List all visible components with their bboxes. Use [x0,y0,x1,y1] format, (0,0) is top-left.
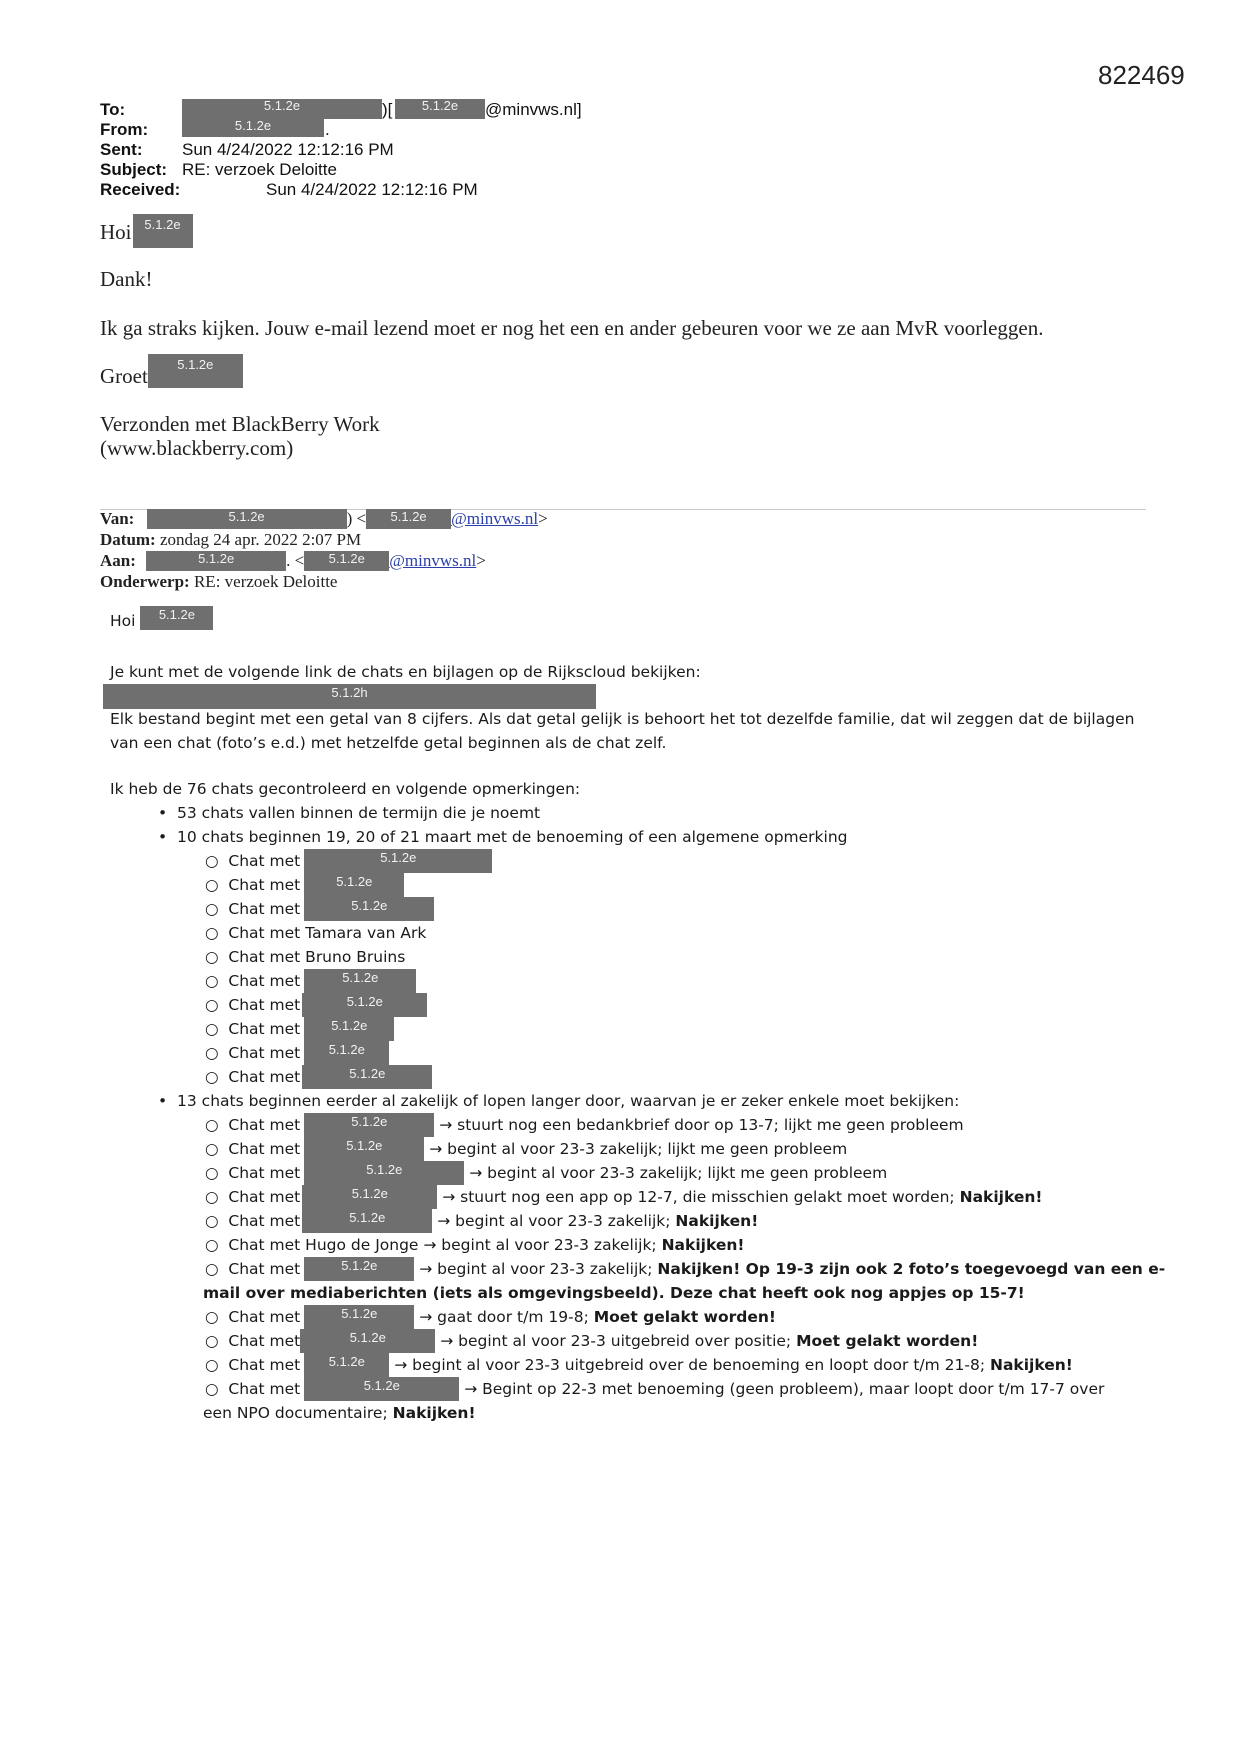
redaction-block: 5.1.2e [304,551,389,571]
circle-bullet-icon: ○ [205,1332,219,1350]
redaction-block: 5.1.2e [304,969,416,993]
circle-bullet-icon: ○ [205,1308,219,1326]
redacted-link[interactable]: 5.1.2h [103,684,596,709]
list-item: ○ Chat met 5.1.2e → begint al voor 23-3 zakelijk; Nakijken! Op 19-3 zijn ook 2 foto’s toegevoegd van een e- [205,1257,1165,1281]
list-item: • 13 chats beginnen eerder al zakelijk of lopen langer door, waarvan je er zeker enkele moet bekijken: [158,1092,960,1110]
redaction-block: 5.1.2e [366,509,451,529]
list-item: • 10 chats beginnen 19, 20 of 21 maart met de benoeming of een algemene opmerking [158,828,848,846]
circle-bullet-icon: ○ [205,1116,219,1134]
redaction-block: 5.1.2e [300,1329,435,1353]
reply-thanks: Dank! [100,267,153,291]
redaction-block: 5.1.2e [133,214,193,248]
reply-closing: Groet 5.1.2e [100,364,243,398]
signature-line-1: Verzonden met BlackBerry Work [100,412,380,436]
list-item: ○ Chat met 5.1.2e [205,1065,432,1089]
list-item: ○ Chat met 5.1.2e [205,969,416,993]
list-item: ○ Chat met 5.1.2e [205,1017,394,1041]
redaction-block: 5.1.2e [140,606,213,630]
redaction-block: 5.1.2e [146,551,286,571]
aan-email-link[interactable]: @minvws.nl [389,551,477,570]
bullet-icon: • [158,1092,168,1110]
circle-bullet-icon: ○ [205,924,219,942]
redaction-block: 5.1.2e [182,119,324,137]
redaction-block: 5.1.2e [302,1185,437,1209]
circle-bullet-icon: ○ [205,1068,219,1086]
circle-bullet-icon: ○ [205,1212,219,1230]
redaction-block: 5.1.2e [304,1377,459,1401]
circle-bullet-icon: ○ [205,900,219,918]
redaction-block: 5.1.2e [304,1041,389,1065]
list-item: ○ Chat met 5.1.2e → stuurt nog een app op 12-7, die misschien gelakt moet worden; Nakijken! [205,1185,1042,1209]
list-item: ○ Chat met 5.1.2e [205,897,434,921]
list-item: ○ Chat met 5.1.2e → Begint op 22-3 met benoeming (geen probleem), maar loopt door t/m 17-7 over [205,1377,1104,1401]
list-item: ○ Chat met 5.1.2e → begint al voor 23-3 zakelijk; Nakijken! [205,1209,758,1233]
redaction-block: 5.1.2e [304,1161,464,1185]
sent-value: Sun 4/24/2022 12:12:16 PM [182,140,394,159]
checked-intro: Ik heb de 76 chats gecontroleerd en volgende opmerkingen: [110,780,581,798]
redaction-block: 5.1.2e [147,509,347,529]
reply-body: Ik ga straks kijken. Jouw e-mail lezend moet er nog het een en ander gebeuren voor we ze aan MvR voorleggen. [100,316,1044,340]
list-item-continuation: een NPO documentaire; Nakijken! [203,1404,476,1422]
circle-bullet-icon: ○ [205,1236,219,1254]
list-item: ○ Chat met 5.1.2e → stuurt nog een bedankbrief door op 13-7; lijkt me geen probleem [205,1113,964,1137]
original-onderwerp: Onderwerp: RE: verzoek Deloitte [100,572,338,591]
redaction-block: 5.1.2e [304,1353,389,1377]
received-value: Sun 4/24/2022 12:12:16 PM [266,180,478,199]
redaction-block: 5.1.2e [182,99,382,119]
circle-bullet-icon: ○ [205,876,219,894]
paragraph-line-1: Elk bestand begint met een getal van 8 cijfers. Als dat getal gelijk is behoort het tot dezelfde familie, dat wil zeggen dat de bijlagen [110,710,1135,728]
received-label: Received: [100,180,181,199]
subject-label: Subject: [100,160,168,179]
list-item: • 53 chats vallen binnen de termijn die je noemt [158,804,541,822]
to-domain: @minvws.nl] [485,100,582,119]
redaction-block: 5.1.2e [304,1113,434,1137]
document-number: 822469 [1098,60,1185,90]
link-intro: Je kunt met de volgende link de chats en bijlagen op de Rijkscloud bekijken: [110,663,701,681]
redaction-block: 5.1.2e [304,1305,414,1329]
to-label: To: [100,100,126,119]
list-item: ○ Chat met 5.1.2e [205,1041,389,1065]
circle-bullet-icon: ○ [205,972,219,990]
circle-bullet-icon: ○ [205,1260,219,1278]
bullet-icon: • [158,804,168,822]
original-greeting: Hoi 5.1.2e [110,612,213,636]
redaction-block: 5.1.2e [304,897,434,921]
list-item: ○ Chat met 5.1.2e → begint al voor 23-3 uitgebreid over de benoeming en loopt door t/m 21-8; Nakijken! [205,1353,1073,1377]
signature-line-2: (www.blackberry.com) [100,436,294,460]
redaction-block: 5.1.2e [302,1209,432,1233]
redaction-block: 5.1.2e [302,1065,432,1089]
redaction-block: 5.1.2e [304,849,492,873]
reply-greeting: Hoi 5.1.2e [100,220,193,254]
list-item: ○ Chat met Tamara van Ark [205,924,427,942]
circle-bullet-icon: ○ [205,1380,219,1398]
redaction-block: 5.1.2e [395,99,485,119]
list-item: ○ Chat met 5.1.2e → begint al voor 23-3 zakelijk; lijkt me geen probleem [205,1137,847,1161]
list-item: ○ Chat met 5.1.2e → begint al voor 23-3 uitgebreid over positie; Moet gelakt worden! [205,1329,978,1353]
list-item: ○ Chat met 5.1.2e [205,849,492,873]
subject-value: RE: verzoek Deloitte [182,160,337,179]
list-item: ○ Chat met 5.1.2e [205,873,404,897]
redaction-block: 5.1.2e [148,354,243,388]
original-van: Van: 5.1.2e ) < 5.1.2e @minvws.nl> [100,509,548,528]
redaction-block: 5.1.2e [304,873,404,897]
circle-bullet-icon: ○ [205,1044,219,1062]
redaction-block: 5.1.2e [302,993,427,1017]
circle-bullet-icon: ○ [205,1356,219,1374]
redaction-block: 5.1.2e [304,1257,414,1281]
paragraph-line-2: van een chat (foto’s e.d.) met hetzelfde getal beginnen als de chat zelf. [110,734,667,752]
original-aan: Aan: 5.1.2e . < 5.1.2e @minvws.nl> [100,551,486,570]
list-item: ○ Chat met Hugo de Jonge → begint al voor 23-3 zakelijk; Nakijken! [205,1236,745,1254]
redaction-block: 5.1.2e [304,1137,424,1161]
original-datum: Datum: zondag 24 apr. 2022 2:07 PM [100,530,362,549]
list-item: ○ Chat met Bruno Bruins [205,948,406,966]
circle-bullet-icon: ○ [205,852,219,870]
circle-bullet-icon: ○ [205,1188,219,1206]
circle-bullet-icon: ○ [205,1020,219,1038]
list-item-continuation: mail over mediaberichten (iets als omgevingsbeeld). Deze chat heeft ook nog appjes op 15-7! [203,1284,1025,1302]
redaction-block: 5.1.2e [304,1017,394,1041]
bullet-icon: • [158,828,168,846]
circle-bullet-icon: ○ [205,1164,219,1182]
circle-bullet-icon: ○ [205,996,219,1014]
from-label: From: [100,120,149,139]
van-email-link[interactable]: @minvws.nl [451,509,539,528]
sent-label: Sent: [100,140,143,159]
list-item: ○ Chat met 5.1.2e → gaat door t/m 19-8; Moet gelakt worden! [205,1305,776,1329]
circle-bullet-icon: ○ [205,1140,219,1158]
list-item: ○ Chat met 5.1.2e [205,993,427,1017]
list-item: ○ Chat met 5.1.2e → begint al voor 23-3 zakelijk; lijkt me geen probleem [205,1161,887,1185]
circle-bullet-icon: ○ [205,948,219,966]
